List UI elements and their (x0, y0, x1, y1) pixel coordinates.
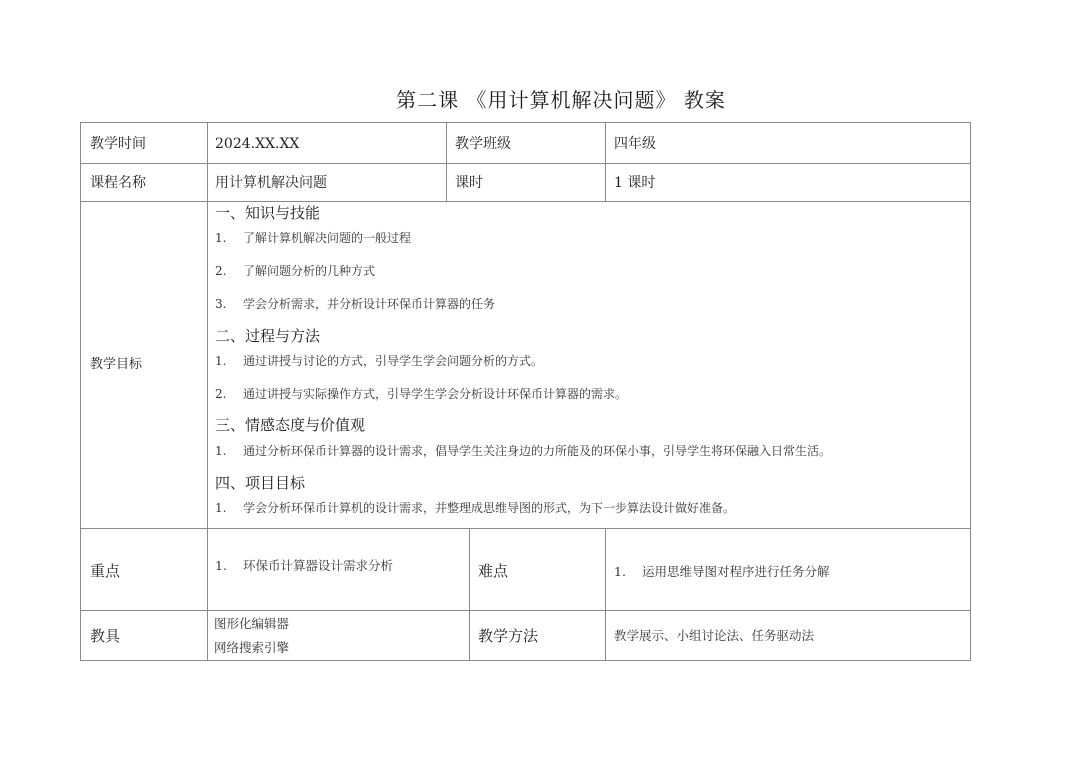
difficulty-item (614, 564, 830, 580)
item-number: 1. (215, 501, 227, 515)
goals-section-heading: 二、过程与方法 (215, 327, 321, 345)
goals-section-heading: 一、知识与技能 (215, 204, 321, 222)
tools-label: 教具 (90, 627, 121, 645)
tools-item: 网络搜索引擎 (214, 640, 290, 655)
col-divider-right-bottom (605, 528, 606, 661)
item-number: 1. (215, 231, 227, 245)
goals-list-item (215, 263, 375, 279)
method-value: 教学展示、小组讨论法、任务驱动法 (614, 628, 815, 643)
item-text: 通过讲授与实际操作方式，引导学生学会分析设计环保币计算器的需求。 (243, 387, 628, 401)
item-number: 2. (215, 264, 227, 278)
goals-list-item (215, 230, 411, 246)
row-divider-2 (80, 201, 971, 202)
item-text: 运用思维导图对程序进行任务分解 (642, 564, 830, 579)
key-point-item (215, 558, 393, 574)
item-text: 学会分析环保币计算机的设计需求，并整理成思维导图的形式，为下一步算法设计做好准备。 (243, 501, 736, 515)
table-border-right (970, 122, 971, 661)
col-divider-mid-top (446, 122, 447, 202)
class-value: 四年级 (614, 136, 656, 152)
time-label: 教学时间 (90, 136, 146, 152)
key-point-label: 重点 (90, 562, 121, 580)
table-border-bottom (80, 660, 971, 661)
item-text: 了解问题分析的几种方式 (243, 264, 376, 278)
class-label: 教学班级 (455, 136, 511, 152)
col-divider-mid-bottom (469, 528, 470, 661)
goals-list-item (215, 500, 735, 516)
goals-section-heading: 三、情感态度与价值观 (215, 416, 366, 434)
page-title: 第二课 《用计算机解决问题》 教案 (396, 88, 726, 112)
difficulty-label: 难点 (478, 562, 509, 580)
time-value: 2024.XX.XX (215, 136, 300, 152)
item-number: 1. (614, 564, 626, 579)
item-number: 2. (215, 387, 227, 401)
hours-label: 课时 (455, 175, 483, 191)
hours-value: 1 课时 (614, 175, 656, 191)
item-text: 通过分析环保币计算器的设计需求，倡导学生关注身边的力所能及的环保小事，引导学生将环保融入日常生活。 (243, 444, 832, 458)
tools-item: 图形化编辑器 (214, 616, 290, 631)
item-number: 1. (215, 354, 227, 368)
goals-list-item (215, 443, 831, 459)
method-label: 教学方法 (478, 627, 539, 645)
goals-label: 教学目标 (90, 357, 143, 372)
goals-list-item (215, 353, 543, 369)
row-divider-3 (80, 528, 971, 529)
item-number: 1. (215, 558, 227, 573)
goals-list-item (215, 386, 627, 402)
course-value: 用计算机解决问题 (215, 175, 327, 191)
col-divider-label (207, 122, 208, 661)
item-text: 学会分析需求，并分析设计环保币计算器的任务 (243, 297, 496, 311)
item-text: 了解计算机解决问题的一般过程 (243, 231, 412, 245)
table-border-top (80, 122, 971, 123)
table-border-left (80, 122, 81, 661)
course-label: 课程名称 (90, 175, 146, 191)
item-text: 环保币计算器设计需求分析 (243, 558, 394, 573)
row-divider-4 (80, 610, 971, 611)
goals-list-item (215, 296, 495, 312)
row-divider-1 (80, 163, 971, 164)
col-divider-right-top (605, 122, 606, 202)
item-number: 3. (215, 297, 227, 311)
item-text: 通过讲授与讨论的方式，引导学生学会问题分析的方式。 (243, 354, 544, 368)
item-number: 1. (215, 444, 227, 458)
goals-section-heading: 四、项目目标 (215, 474, 306, 492)
